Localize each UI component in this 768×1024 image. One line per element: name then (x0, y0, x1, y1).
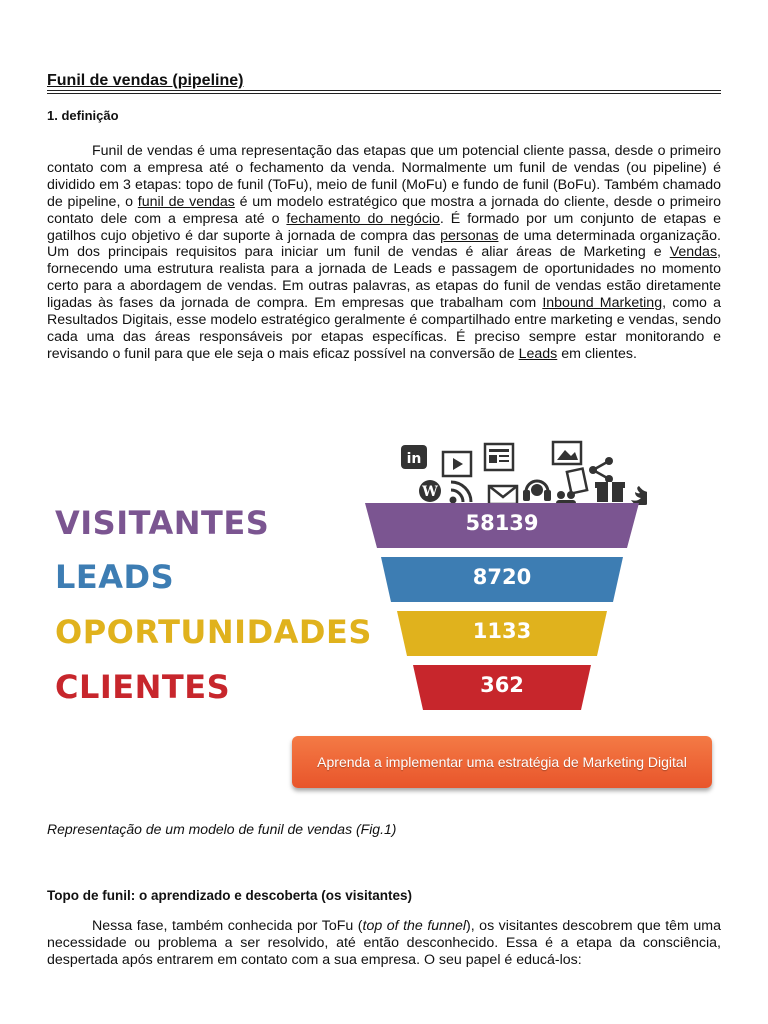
funnel-value-visitantes: 58139 (465, 511, 539, 535)
topo-de-funil-paragraph (47, 918, 721, 969)
svg-text:W: W (422, 484, 438, 500)
text-run: , fornecendo uma estrutura realista para a jornada de Leads e passagem de oportunidades no momento certo para a abordagem de vendas. Em outras palavras, as etapas do funil de vendas estão diretamente ligadas às fases da jornada de compra. Em empresas que trabalham com (47, 244, 721, 312)
link-fechamento-do-negocio[interactable]: fechamento do negócio (286, 210, 440, 227)
funnel-value-clientes: 362 (480, 673, 524, 697)
link-inbound-marketing[interactable]: Inbound Marketing (542, 295, 663, 312)
funnel-label-clientes: CLIENTES (55, 668, 231, 706)
text-run: . É formado por um conjunto de etapas e gatilhos cujo objetivo é dar suporte à jornada de compra das (47, 210, 721, 244)
text-run: Funil de vendas é uma representação das etapas que um potencial cliente passa, desde o primeiro contato com a empresa até o fechamento da venda. Normalmente um funil de vendas (ou pipeline) é dividido em 3 etapas: topo de funil (ToFu), meio de funil (MoFu) e fundo de funil (BoFu). Também chamado de pipeline, o (47, 143, 721, 210)
funnel-value-leads: 8720 (472, 565, 532, 589)
link-funil-de-vendas[interactable]: funil de vendas (137, 193, 235, 210)
text-run: , como a Resultados Digitais, esse modelo estratégico geralmente é compartilhado entre marketing e vendas, sendo cada uma das áreas responsáveis por etapas específicas. É preciso sempre estar monitorando e revisando o funil para que ele seja o mais eficaz possível na conversão de (47, 295, 721, 362)
funnel-label-visitantes: VISITANTES (55, 504, 270, 542)
section-heading-topo-de-funil: Topo de funil: o aprendizado e descoberta (os visitantes) (47, 888, 413, 903)
funnel-figure (47, 400, 721, 800)
text-run: é um modelo estratégico que mostra a jornada do cliente, desde o primeiro contato dele com a empresa até o (47, 193, 721, 227)
funnel-label-leads: LEADS (55, 558, 175, 596)
figure-caption: Representação de um modelo de funil de vendas (Fig.1) (47, 821, 397, 837)
funnel-graphic (357, 400, 647, 720)
page-title: Funil de vendas (pipeline) (47, 72, 244, 89)
marketing-digital-cta-button[interactable]: Aprenda a implementar uma estratégia de Marketing Digital (292, 736, 712, 788)
link-personas[interactable]: personas (440, 227, 499, 244)
funnel-label-oportunidades: OPORTUNIDADES (55, 613, 372, 651)
funnel-value-oportunidades: 1133 (472, 619, 532, 643)
text-run: de uma determinada organização. Um dos principais requisitos para iniciar um funil de vendas é aliar áreas de Marketing e (47, 227, 721, 261)
text-run: ), os visitantes descobrem que têm uma necessidade ou problema a ser resolvido, até então desconhecido. Essa é a etapa da consciência, despertada após entrarem em contato com a sua empresa. O seu papel é educá-los: (47, 918, 721, 968)
title-rule (47, 90, 721, 91)
link-vendas[interactable]: Vendas (669, 244, 718, 261)
svg-text:in: in (406, 451, 422, 467)
title-rule-double (47, 93, 721, 94)
section-heading-definition: 1. definição (47, 108, 119, 123)
text-run: Nessa fase, também conhecida por ToFu ( (92, 918, 363, 934)
text-run-italic: top of the funnel (362, 918, 466, 934)
text-run: em clientes. (557, 345, 637, 362)
definition-paragraph (47, 143, 721, 363)
link-leads[interactable]: Leads (518, 345, 558, 362)
